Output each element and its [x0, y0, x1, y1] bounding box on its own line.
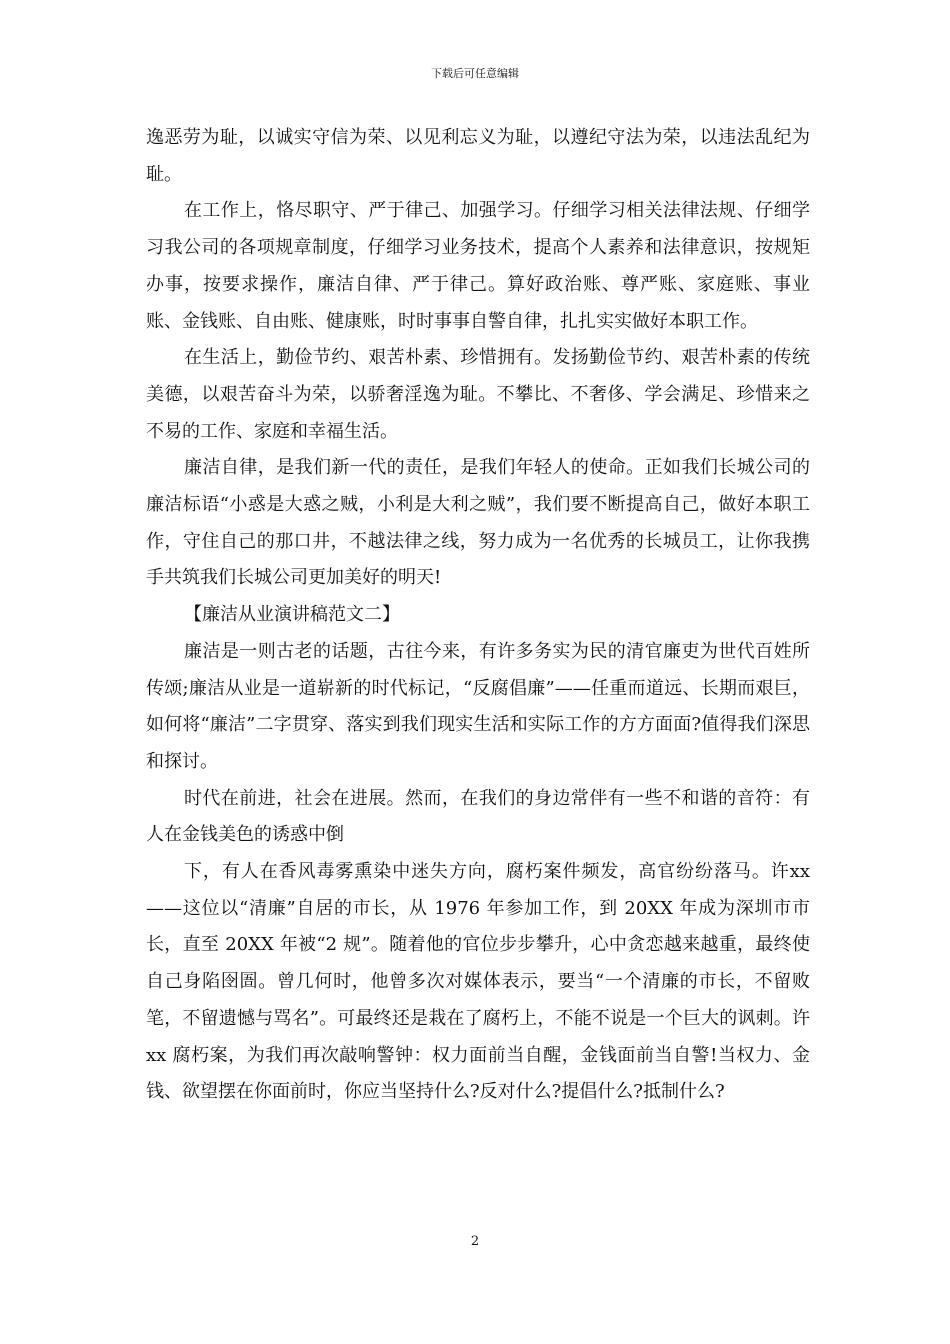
paragraph-integrity: 廉洁自律，是我们新一代的责任，是我们年轻人的使命。正如我们长城公司的廉洁标语“小惑是大惑之贼，小利是大利之贼”，我们要不断提高自己，做好本职工作，守住自己的那口井，不越法律之线，努力成为一名优秀的长城员工，让你我携手共筑我们长城公司更加美好的明天!	[146, 457, 810, 589]
document-body	[146, 120, 810, 1111]
page-number: 2	[470, 1234, 480, 1249]
paragraph-life: 在生活上，勤俭节约、艰苦朴素、珍惜拥有。发扬勤俭节约、艰苦朴素的传统美德，以艰苦奋斗为荣，以骄奢淫逸为耻。不攀比、不奢侈、学会满足、珍惜来之不易的工作、家庭和幸福生活。	[146, 347, 810, 442]
paragraph-times: 时代在前进，社会在进展。然而，在我们的身边常伴有一些不和谐的音符：有人在金钱美色的诱惑中倒	[146, 787, 810, 846]
section-heading: 【廉洁从业演讲稿范文二】	[184, 604, 400, 626]
paragraph-work: 在工作上，恪尽职守、严于律己、加强学习。仔细学习相关法律法规、仔细学习我公司的各项规章制度，仔细学习业务技术，提高个人素养和法律意识，按规矩办事，按要求操作，廉洁自律、严于律己。算好政治账、尊严账、家庭账、事业账、金钱账、自由账、健康账，时时事事自警自律，扎扎实实做好本职工作。	[146, 200, 810, 332]
paragraph-case: 下，有人在香风毒雾熏染中迷失方向，腐朽案件频发，高官纷纷落马。许xx——这位以“清廉”自居的市长，从 1976 年参加工作，到 20XX 年成为深圳市市长，直至 20XX 年被“2 规”。随着他的官位步步攀升，心中贪恋越来越重，最终使自己身陷囹圄。曾几何时，他曾多次对媒体表示，要当“一个清廉的市长，不留败笔，不留遗憾与骂名”。可最终还是栽在了腐朽上，不能不说是一个巨大的讽刺。许 xx 腐朽案，为我们再次敲响警钟：权力面前当自醒，金钱面前当自警!当权力、金钱、欲望摆在你面前时，你应当坚持什么?反对什么?提倡什么?抵制什么?	[146, 861, 810, 1103]
page-header: 下载后可任意编辑	[431, 67, 519, 80]
paragraph-continuation: 逸恶劳为耻，以诚实守信为荣、以见利忘义为耻，以遵纪守法为荣，以违法乱纪为耻。	[146, 127, 810, 185]
paragraph-intro: 廉洁是一则古老的话题，古往今来，有许多务实为民的清官廉吏为世代百姓所传颂;廉洁从业是一道崭新的时代标记，“反腐倡廉”——任重而道远、长期而艰巨，如何将“廉洁”二字贯穿、落实到我们现实生活和实际工作的方方面面?值得我们深思和探讨。	[146, 640, 810, 772]
